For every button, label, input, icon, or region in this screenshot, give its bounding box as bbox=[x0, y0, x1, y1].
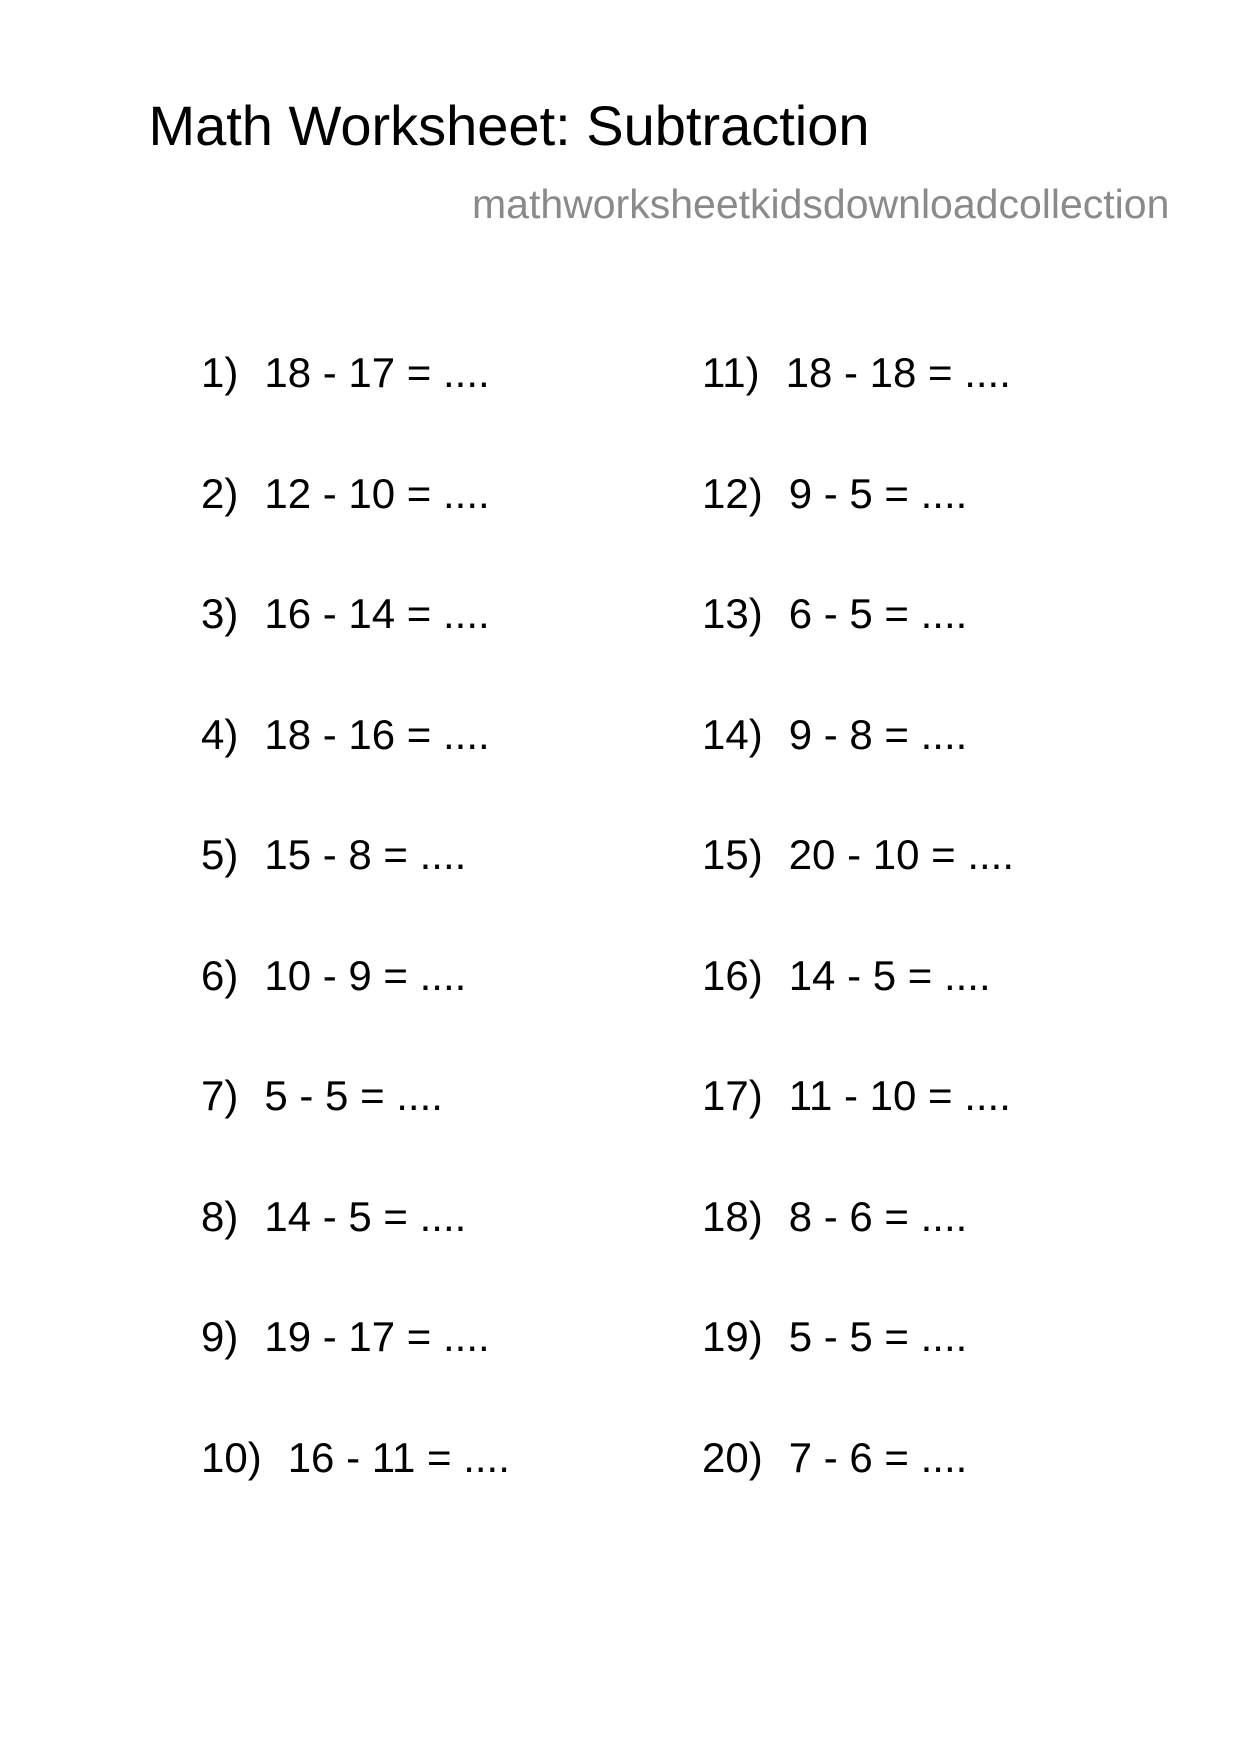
problem-expression: 15 - 8 = .... bbox=[264, 831, 467, 878]
problem-number: 15) bbox=[702, 831, 763, 878]
source-watermark: mathworksheetkidsdownloadcollection bbox=[472, 181, 1170, 227]
problem-number: 2) bbox=[201, 469, 239, 517]
problem-expression: 18 - 18 = .... bbox=[785, 349, 1011, 396]
problem-expression: 16 - 14 = .... bbox=[264, 590, 490, 637]
problem-expression: 7 - 6 = .... bbox=[788, 1433, 968, 1481]
problems-left-column bbox=[201, 349, 510, 1557]
problem-12 bbox=[702, 469, 1014, 594]
problem-2 bbox=[201, 469, 510, 594]
problems-right-column bbox=[702, 349, 1015, 1557]
problem-expression: 18 - 16 = .... bbox=[264, 710, 490, 758]
problem-number: 16) bbox=[702, 951, 763, 999]
problem-4 bbox=[201, 710, 510, 835]
problem-expression: 6 - 5 = .... bbox=[788, 590, 968, 637]
problem-number: 17) bbox=[702, 1072, 763, 1119]
problem-expression: 14 - 5 = .... bbox=[264, 1192, 467, 1240]
problem-19 bbox=[702, 1313, 1014, 1437]
problem-number: 19) bbox=[702, 1313, 763, 1360]
problem-number: 4) bbox=[201, 710, 239, 758]
problem-expression: 18 - 17 = .... bbox=[264, 349, 490, 396]
problem-8 bbox=[201, 1192, 510, 1317]
problem-number: 7) bbox=[201, 1072, 239, 1119]
worksheet-title bbox=[0, 94, 1240, 157]
problem-11 bbox=[702, 349, 1014, 473]
problem-expression: 5 - 5 = .... bbox=[264, 1072, 443, 1119]
problem-number: 12) bbox=[702, 469, 763, 517]
problem-7 bbox=[201, 1072, 510, 1196]
problem-number: 10) bbox=[201, 1433, 262, 1481]
problem-expression: 16 - 11 = .... bbox=[287, 1433, 510, 1481]
problem-expression: 5 - 5 = .... bbox=[788, 1313, 968, 1360]
problem-number: 6) bbox=[201, 951, 239, 999]
problem-16 bbox=[702, 951, 1014, 1076]
problem-number: 11) bbox=[702, 349, 760, 396]
problem-number: 5) bbox=[201, 831, 239, 878]
problem-number: 14) bbox=[702, 710, 763, 758]
problem-number: 3) bbox=[201, 590, 239, 637]
problem-number: 9) bbox=[201, 1313, 239, 1360]
problem-expression: 19 - 17 = .... bbox=[264, 1313, 490, 1360]
worksheet-title-text: Math Worksheet: Subtraction bbox=[148, 94, 870, 157]
problem-expression: 9 - 5 = .... bbox=[788, 469, 968, 517]
problem-20 bbox=[702, 1433, 1014, 1558]
problem-expression: 11 - 10 = .... bbox=[788, 1072, 1011, 1119]
problem-15 bbox=[702, 831, 1015, 955]
problem-expression: 20 - 10 = .... bbox=[788, 831, 1015, 878]
problem-number: 8) bbox=[201, 1192, 239, 1240]
problem-expression: 9 - 8 = .... bbox=[788, 710, 968, 758]
problem-10 bbox=[201, 1433, 510, 1558]
problem-number: 13) bbox=[702, 590, 763, 637]
problem-number: 18) bbox=[702, 1192, 763, 1240]
problem-expression: 14 - 5 = .... bbox=[788, 951, 991, 999]
problem-17 bbox=[702, 1072, 1014, 1196]
problem-18 bbox=[702, 1192, 1014, 1317]
problem-1 bbox=[201, 349, 510, 473]
problem-number: 1) bbox=[201, 349, 239, 396]
problem-expression: 12 - 10 = .... bbox=[264, 469, 490, 517]
problem-number: 20) bbox=[702, 1433, 763, 1481]
problem-6 bbox=[201, 951, 510, 1076]
problem-expression: 8 - 6 = .... bbox=[788, 1192, 968, 1240]
problem-9 bbox=[201, 1313, 510, 1437]
problem-expression: 10 - 9 = .... bbox=[264, 951, 467, 999]
problem-3 bbox=[201, 590, 510, 714]
problem-13 bbox=[702, 590, 1014, 714]
problem-5 bbox=[201, 831, 510, 955]
problem-14 bbox=[702, 710, 1014, 835]
